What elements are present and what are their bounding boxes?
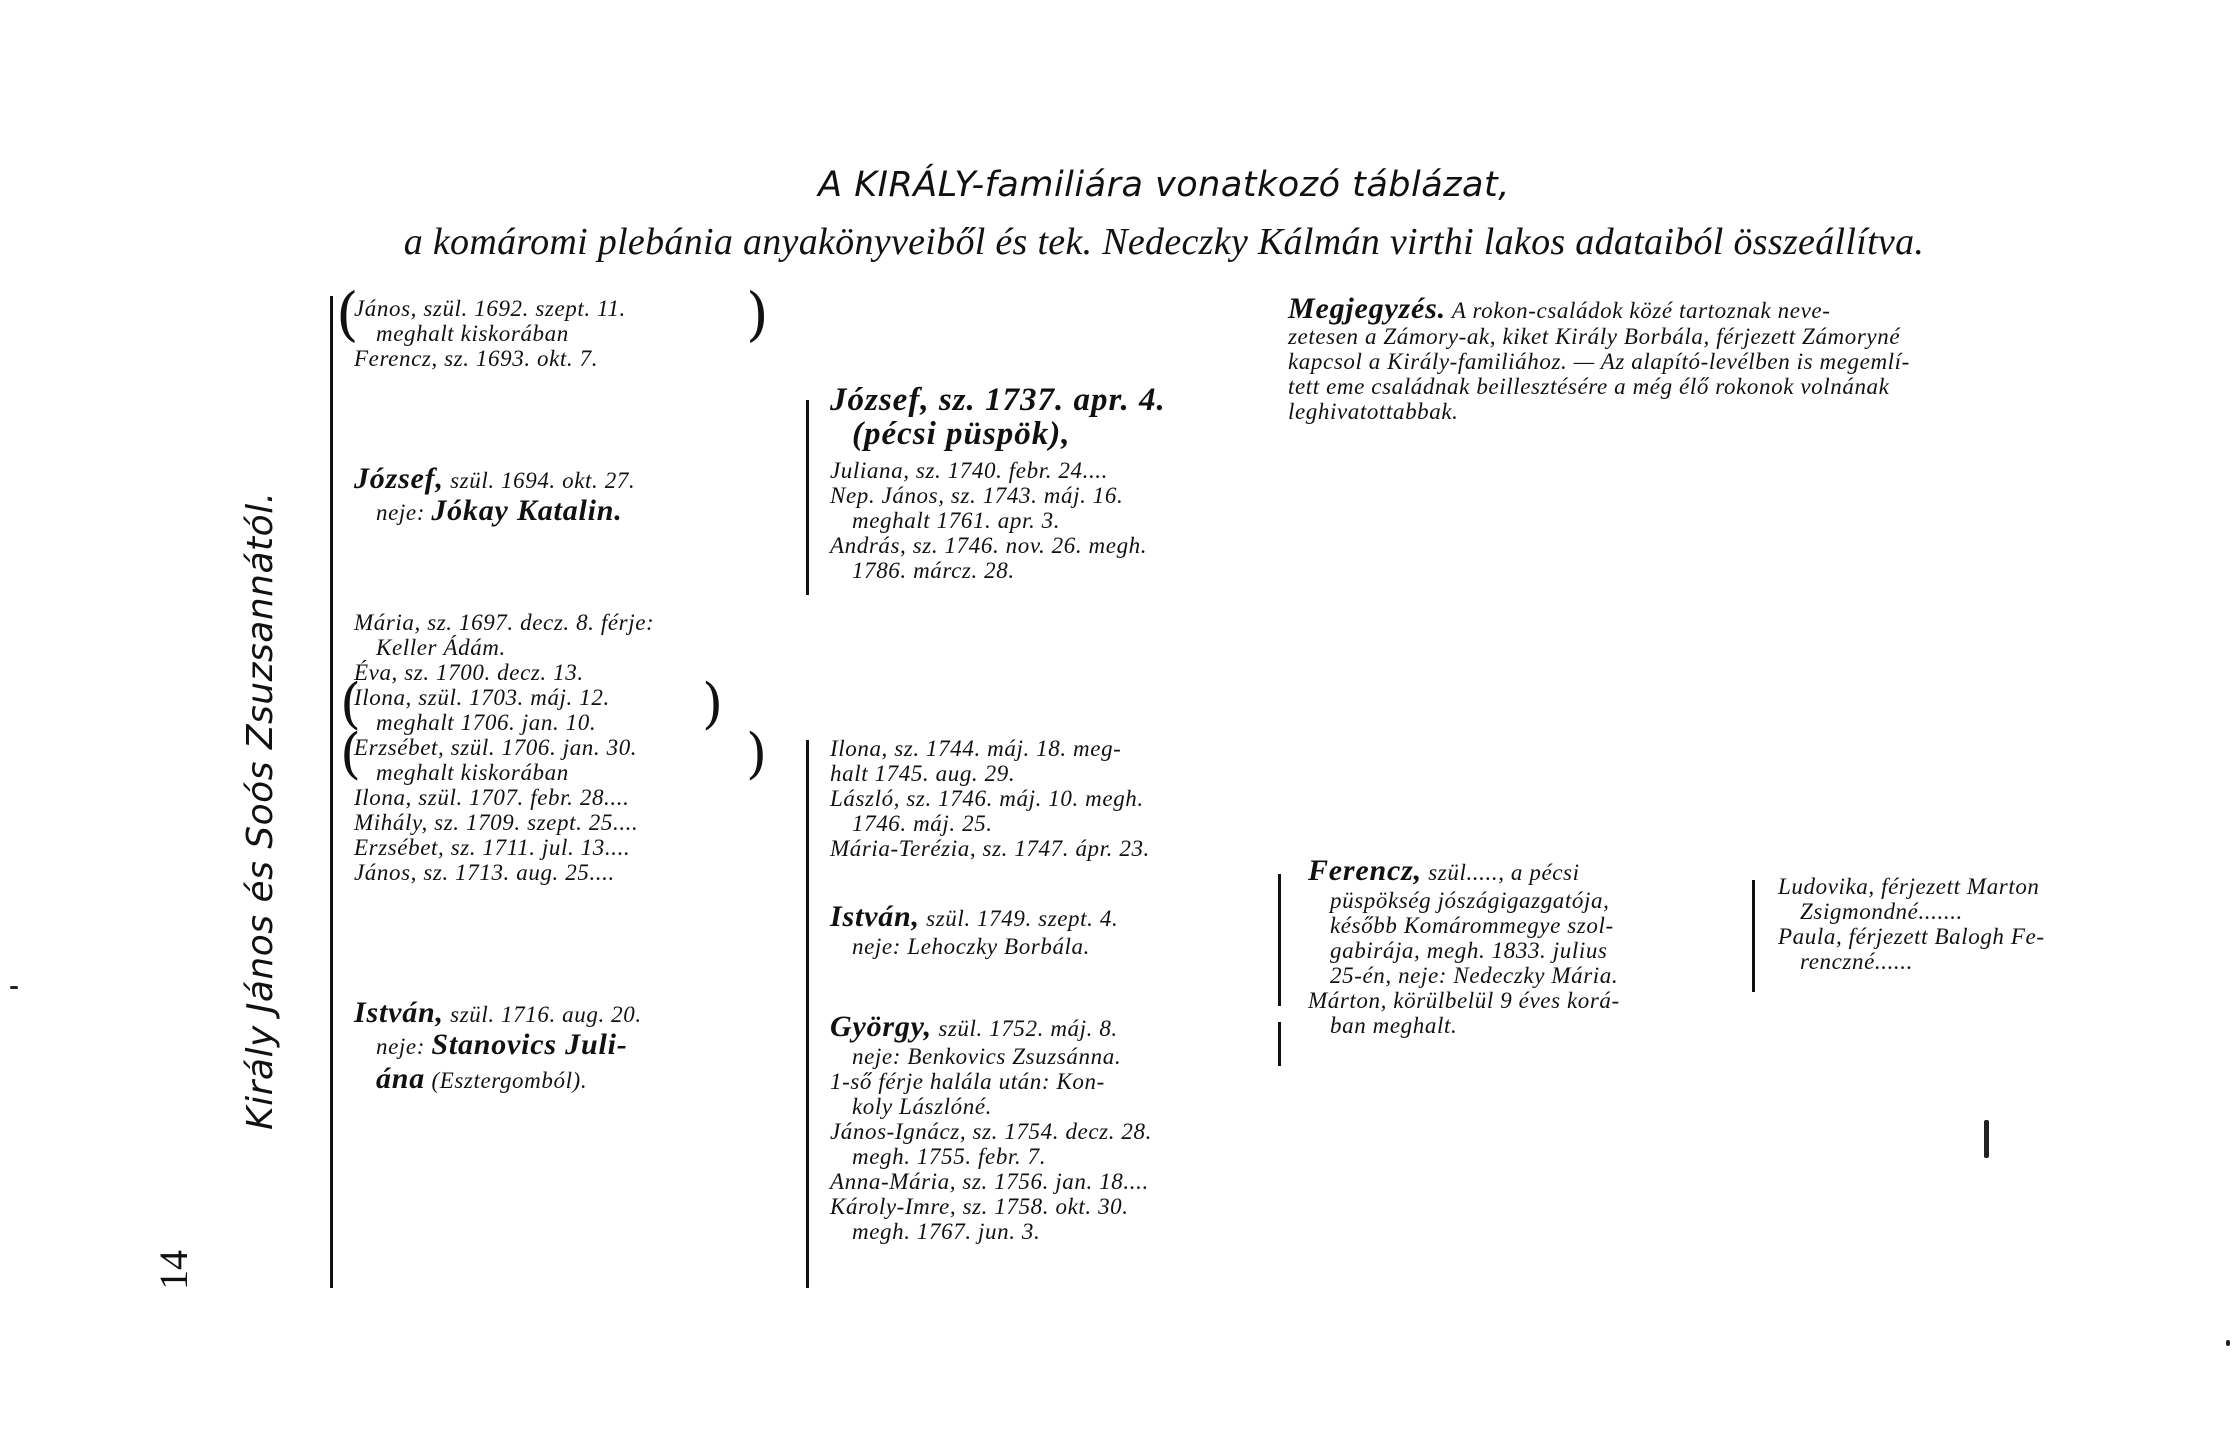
person-name-istvan: István, <box>830 900 920 933</box>
entry: Juliana, sz. 1740. febr. 24.... <box>830 458 1108 483</box>
brace-right: ) <box>746 722 768 785</box>
entry: püspökség jószágigazgatója, <box>1330 888 1610 913</box>
col2-group1 <box>830 458 1147 583</box>
person-name-istvan: István, <box>354 996 444 1029</box>
col4-bracket <box>1752 880 1755 992</box>
spouse: neje: Lehoczky Borbála. <box>852 934 1090 959</box>
entry: Ilona, sz. 1744. máj. 18. meg- <box>830 736 1122 761</box>
entry: Márton, körülbelül 9 éves korá- <box>1308 988 1620 1013</box>
spouse-name-cont: ána <box>376 1062 426 1095</box>
person-name-ferencz: Ferencz, <box>1308 854 1422 887</box>
entry: Ilona, szül. 1707. febr. 28.... <box>354 785 630 810</box>
entry: 1-ső férje halála után: Kon- <box>830 1069 1105 1094</box>
spouse-prefix: neje: <box>376 1034 425 1059</box>
person-name-jozsef: József, <box>354 462 444 495</box>
entry: koly Lászlóné. <box>852 1094 992 1119</box>
entry: Erzsébet, sz. 1711. jul. 13.... <box>354 835 631 860</box>
birth-date: szül....., a pécsi <box>1428 860 1580 885</box>
parents-vertical-label: Király János és Soós Zsuzsannától. <box>240 491 281 1130</box>
entry: ban meghalt. <box>1330 1013 1458 1038</box>
col3-bracket-small <box>1278 1022 1281 1066</box>
entry: András, sz. 1746. nov. 26. megh. <box>830 533 1148 558</box>
note-text: tett eme családnak beillesztésére a még élő rokonok volnának <box>1288 374 1890 399</box>
note-block <box>1288 292 2148 424</box>
entry: gabirája, megh. 1833. julius <box>1330 938 1608 963</box>
table-title: A KIRÁLY-familiára vonatkozó táblázat, <box>818 165 1510 205</box>
entry: megh. 1755. febr. 7. <box>852 1144 1047 1169</box>
birth-date: szül. 1749. szept. 4. <box>926 906 1119 931</box>
entry: meghalt kiskorában <box>376 321 569 346</box>
entry: Paula, férjezett Balogh Fe- <box>1778 924 2045 949</box>
entry: halt 1745. aug. 29. <box>830 761 1016 786</box>
entry: Ferencz, sz. 1693. okt. 7. <box>354 346 599 371</box>
entry: János, sz. 1713. aug. 25.... <box>354 860 615 885</box>
note-heading: Megjegyzés. <box>1288 292 1446 325</box>
page-number: 14 <box>151 1250 196 1290</box>
entry: 1786. márcz. 28. <box>852 558 1015 583</box>
entry: Károly-Imre, sz. 1758. okt. 30. <box>830 1194 1129 1219</box>
spouse-prefix: neje: <box>376 500 425 525</box>
note-text: A rokon-családok közé tartoznak neve- <box>1451 298 1831 323</box>
col1-group2 <box>354 610 654 885</box>
col1-group1 <box>354 296 626 371</box>
col1-bracket-line <box>330 296 333 1288</box>
entry: Keller Ádám. <box>376 635 506 660</box>
entry: neje: Benkovics Zsuzsánna. <box>852 1044 1122 1069</box>
col1-istvan <box>354 996 642 1100</box>
col2-bracket-bottom <box>806 740 809 1288</box>
note-text: zetesen a Zámory-ak, kiket Király Borbála, férjezett Zámoryné <box>1288 324 1901 349</box>
birth-date: szül. 1694. okt. 27. <box>450 468 636 493</box>
person-name-jozsef-bishop: József, sz. 1737. apr. 4. <box>830 382 1166 418</box>
note-text: kapcsol a Király-familiához. — Az alapító-levélben is megemlí- <box>1288 349 1910 374</box>
col3-bracket <box>1278 874 1281 1006</box>
brace-left: ( <box>340 722 362 785</box>
entry: 25-én, neje: Nedeczky Mária. <box>1330 963 1619 988</box>
birth-date: szül. 1716. aug. 20. <box>450 1002 642 1027</box>
print-speck <box>1984 1120 1989 1158</box>
entry: Erzsébet, szül. 1706. jan. 30. <box>354 735 638 760</box>
entry: Ludovika, férjezett Marton <box>1778 874 2040 899</box>
birth-date: szül. 1752. máj. 8. <box>938 1016 1118 1041</box>
entry: Mária, sz. 1697. decz. 8. férje: <box>354 610 655 635</box>
entry: 1746. máj. 25. <box>852 811 993 836</box>
entry: Zsigmondné....... <box>1800 899 1963 924</box>
brace-right: ) <box>746 280 769 348</box>
entry: Mária-Terézia, sz. 1747. ápr. 23. <box>830 836 1150 861</box>
spouse-name: Stanovics Juli- <box>431 1028 628 1061</box>
entry: János-Ignácz, sz. 1754. decz. 28. <box>830 1119 1152 1144</box>
entry: meghalt kiskorában <box>376 760 569 785</box>
print-speck <box>10 986 18 989</box>
col4-daughters <box>1778 874 2045 974</box>
print-speck <box>2226 1340 2230 1346</box>
entry: renczné...... <box>1800 949 1913 974</box>
entry: Anna-Mária, sz. 1756. jan. 18.... <box>830 1169 1149 1194</box>
entry: meghalt 1761. apr. 3. <box>852 508 1061 533</box>
spouse-name: Jókay Katalin. <box>431 494 623 527</box>
col2-istvan <box>830 900 1119 959</box>
col3-ferencz <box>1308 854 1620 1038</box>
brace-right: ) <box>702 672 724 735</box>
entry: Mihály, sz. 1709. szept. 25.... <box>354 810 639 835</box>
entry: László, sz. 1746. máj. 10. megh. <box>830 786 1144 811</box>
entry: meghalt 1706. jan. 10. <box>376 710 597 735</box>
bishop-title: (pécsi püspök), <box>852 416 1071 452</box>
entry: Éva, sz. 1700. decz. 13. <box>354 660 584 685</box>
note-text: leghivatottabbak. <box>1288 399 1459 424</box>
entry: megh. 1767. jun. 3. <box>852 1219 1041 1244</box>
col2-bracket-top <box>806 400 809 595</box>
col2-gyorgy <box>830 1010 1152 1244</box>
entry: Ilona, szül. 1703. máj. 12. <box>354 685 610 710</box>
col2-group2 <box>830 736 1150 861</box>
brace-left: ( <box>340 672 362 735</box>
brace-left: ( <box>336 280 359 348</box>
table-subtitle: a komáromi plebánia anyakönyveiből és tek. Nedeczky Kálmán virthi lakos adataiból összeállítva. <box>403 221 1925 263</box>
col2-jozsef <box>830 382 1166 458</box>
spouse-origin: (Esztergomból). <box>431 1068 588 1093</box>
entry: Nep. János, sz. 1743. máj. 16. <box>830 483 1124 508</box>
entry: János, szül. 1692. szept. 11. <box>354 296 626 321</box>
person-name-gyorgy: György, <box>830 1010 932 1043</box>
entry: később Komárommegye szol- <box>1330 913 1614 938</box>
col1-jozsef <box>354 462 636 532</box>
